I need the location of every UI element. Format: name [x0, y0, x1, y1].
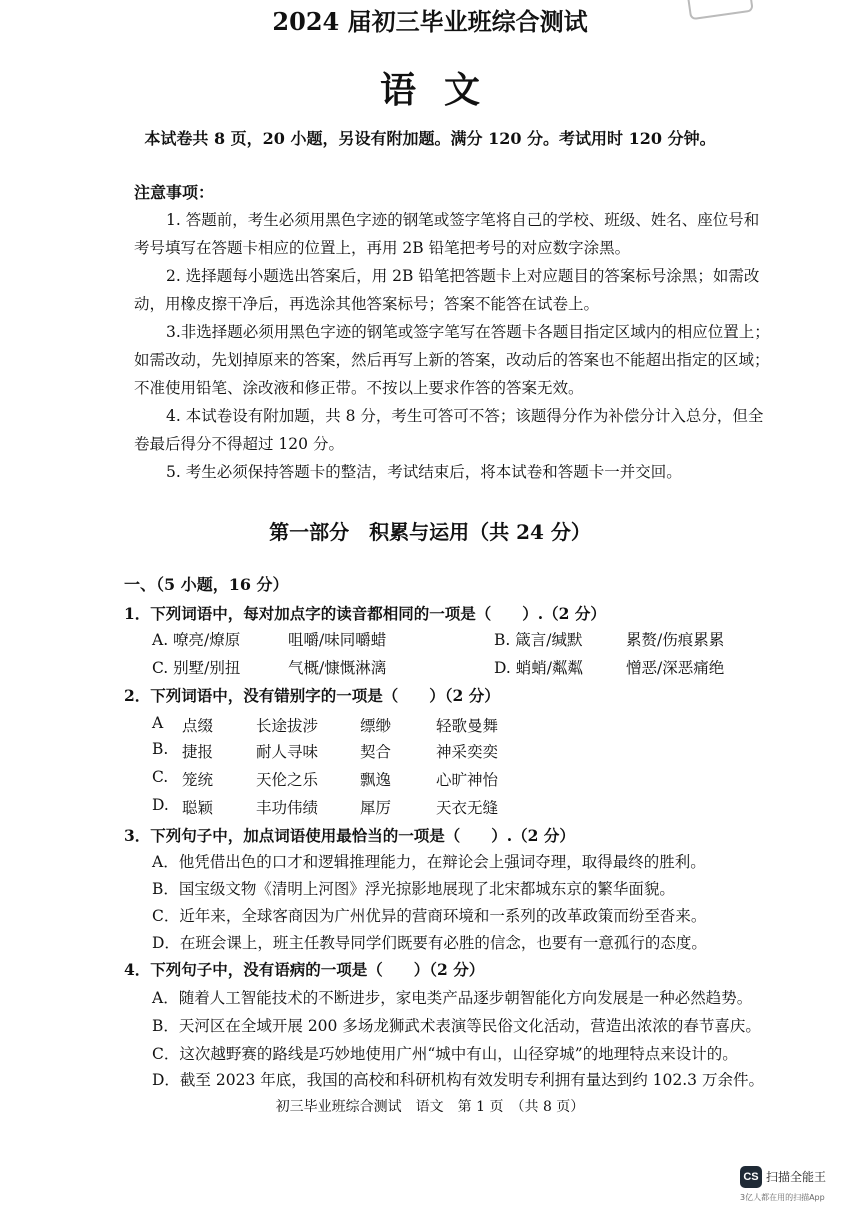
- scanner-watermark: [740, 1166, 852, 1206]
- q1-option: D. 蛸蛸/粼粼: [494, 659, 583, 677]
- notice-line: 2. 选择题每小题选出答案后，用 2B 铅笔把答题卡上对应题目的答案标号涂黑；如需改: [166, 267, 760, 285]
- subject-title: 语文: [379, 69, 508, 111]
- q1-option: 憎恶/深恶痛绝: [626, 659, 725, 677]
- q3-option: D．在班会课上，班主任教导同学们既要有必胜的信念，也要有一意孤行的态度。: [152, 934, 707, 952]
- question-2-stem: 2．下列词语中，没有错别字的一项是（ ）（2 分）: [124, 686, 500, 705]
- watermark-tagline: 3亿人都在用的扫描App: [740, 1193, 825, 1202]
- q2-option: 飘逸: [360, 771, 392, 789]
- notice-line: 卷最后得分不得超过 120 分。: [134, 435, 344, 453]
- q3-option: A．他凭借出色的口才和逻辑推理能力，在辩论会上强词夺理，取得最终的胜利。: [152, 853, 706, 871]
- exam-title: 2024 届初三毕业班综合测试: [272, 7, 588, 36]
- q2-option-letter: B.: [152, 740, 169, 758]
- q2-option: 耐人寻味: [256, 743, 319, 761]
- q1-option: 气概/慷慨淋漓: [288, 659, 387, 677]
- q1-option: 累赘/伤痕累累: [626, 631, 725, 649]
- question-3-stem: 3．下列句子中，加点词语使用最恰当的一项是（ ）.（2 分）: [124, 826, 575, 845]
- part-heading: 一、（5 小题，16 分）: [124, 575, 289, 594]
- q2-option: 天衣无缝: [436, 799, 499, 817]
- q3-option: B．国宝级文物《清明上河图》浮光掠影地展现了北宋都城东京的繁华面貌。: [152, 880, 675, 898]
- q2-option: 犀厉: [360, 799, 392, 817]
- exam-intro: 本试卷共 8 页，20 小题，另设有附加题。满分 120 分。考试用时 120 分钟。: [144, 129, 716, 148]
- q3-option: C．近年来，全球客商因为广州优异的营商环境和一系列的改革政策而纷至沓来。: [152, 907, 707, 925]
- q2-option: 捷报: [182, 743, 214, 761]
- notice-line: 5. 考生必须保持答题卡的整洁，考试结束后，将本试卷和答题卡一并交回。: [166, 463, 682, 481]
- q4-option: B．天河区在全域开展 200 多场龙狮武术表演等民俗文化活动，营造出浓浓的春节喜庆。: [152, 1017, 761, 1035]
- q2-option: 心旷神怡: [436, 771, 499, 789]
- q2-option: 长途拔涉: [256, 717, 319, 735]
- q2-option: 天伦之乐: [256, 771, 319, 789]
- watermark-brand: 扫描全能王: [766, 1170, 827, 1184]
- q2-option: 缥缈: [360, 717, 392, 735]
- q1-option: C. 别墅/别扭: [152, 659, 241, 677]
- notice-line: 4. 本试卷设有附加题，共 8 分，考生可答可不答；该题得分作为补偿分计入总分，但全: [166, 407, 764, 425]
- question-1-stem: 1．下列词语中，每对加点字的读音都相同的一项是（ ）.（2 分）: [124, 604, 606, 623]
- notice-line: 3.非选择题必须用黑色字迹的钢笔或签字笔写在答题卡各题目指定区域内的相应位置上；: [166, 323, 770, 341]
- q4-option: C．这次越野赛的路线是巧妙地使用广州“城中有山，山径穿城”的地理特点来设计的。: [152, 1045, 738, 1063]
- notice-title: 注意事项：: [134, 183, 215, 202]
- q1-option: 咀嚼/味同嚼蜡: [288, 631, 387, 649]
- q1-option: A. 嘹亮/燎原: [152, 631, 241, 649]
- notice-line: 1. 答题前，考生必须用黑色字迹的钢笔或签字笔将自己的学校、班级、姓名、座位号和: [166, 211, 760, 229]
- q1-option: B. 箴言/缄默: [494, 631, 583, 649]
- q2-option: 神采奕奕: [436, 743, 499, 761]
- q2-option: 轻歌曼舞: [436, 717, 499, 735]
- section-heading: 第一部分 积累与运用（共 24 分）: [269, 520, 591, 544]
- q2-option-letter: D.: [152, 796, 169, 814]
- q4-option: A．随着人工智能技术的不断进步，家电类产品逐步朝智能化方向发展是一种必然趋势。: [152, 989, 753, 1007]
- page-footer: 初三毕业班综合测试 语文 第 1 页 （共 8 页）: [275, 1099, 585, 1115]
- notice-line: 不准使用铅笔、涂改液和修正带。不按以上要求作答的答案无效。: [134, 379, 584, 397]
- q2-option-letter: C.: [152, 768, 169, 786]
- q4-option: D．截至 2023 年底，我国的高校和科研机构有效发明专利拥有量达到约 102.3 万余件。: [152, 1071, 764, 1089]
- q2-option: 点缀: [182, 717, 214, 735]
- notice-line: 动，用橡皮擦干净后，再选涂其他答案标号；答案不能答在试卷上。: [134, 295, 600, 313]
- q2-option: 契合: [360, 743, 392, 761]
- q2-option-letter: A: [152, 714, 164, 732]
- q2-option: 丰功伟绩: [256, 799, 319, 817]
- camscanner-icon: CS: [740, 1166, 762, 1188]
- notice-line: 考号填写在答题卡相应的位置上，再用 2B 铅笔把考号的对应数字涂黑。: [134, 239, 631, 257]
- q2-option: 聪颖: [182, 799, 214, 817]
- q2-option: 笼统: [182, 771, 214, 789]
- question-4-stem: 4．下列句子中，没有语病的一项是（ ）（2 分）: [124, 960, 485, 979]
- notice-line: 如需改动，先划掉原来的答案，然后再写上新的答案，改动后的答案也不能超出指定的区域；: [134, 351, 770, 369]
